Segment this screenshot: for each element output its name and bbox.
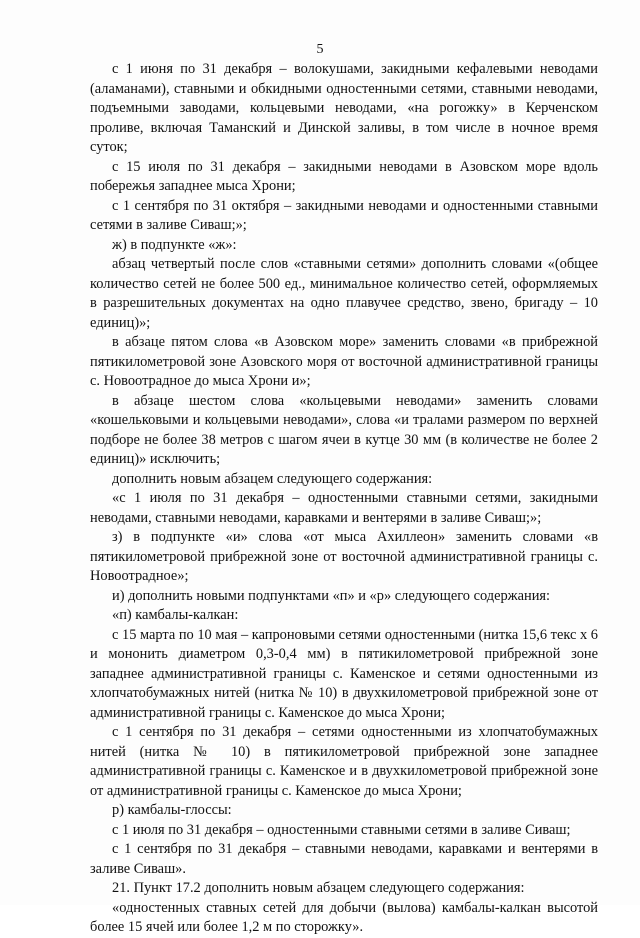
paragraph: с 1 сентября по 31 октября – закидными неводами и одностенными ставными сетями в заливе Сиваш;»;	[90, 197, 598, 233]
subpoint-heading: ж) в подпункте «ж»:	[112, 236, 237, 253]
paragraph: 21. Пункт 17.2 дополнить новым абзацем следующего содержания:	[112, 880, 525, 896]
paragraph: с 15 июля по 31 декабря – закидными неводами в Азовском море вдоль побережья западнее мыса Хрони;	[90, 158, 598, 194]
paragraph: абзац четвертый после слов «ставными сетями» дополнить словами «(общее количество сетей не более 500 ед., минимальное количество сетей, оформляемых в разрешительных документах на одно плавучее средство, звено, бригаду – 10 единиц)»;	[90, 256, 598, 331]
paragraph: с 1 сентября по 31 декабря – сетями одностенными из хлопчатобумажных нитей (нитка № 10) в пятикилометровой прибрежной зоне западнее административной границы с. Каменское и в двухкилометровой прибрежной зоне от административной границы с. Каменское до мыса Хрони;	[90, 724, 598, 799]
paragraph: с 15 марта по 10 мая – капроновыми сетями одностенными (нитка 15,6 текс х 6 и мононить диаметром 0,3-0,4 мм) в пятикилометровой прибрежной зоне западнее административной границы с. Каменское и сетями одностенными из хлопчатобумажных нитей (нитка № 10) в двухкилометровой прибрежной зоне от административной границы с. Каменское до мыса Хрони;	[90, 626, 598, 721]
paragraph: в абзаце шестом слова «кольцевыми неводами» заменить словами «кошельковыми и кольцевыми неводами», слова «и тралами размером по верхней подборе не более 38 метров с шагом ячеи в кутце 30 мм (в количестве не более 2 единиц)» исключить;	[90, 392, 598, 467]
paragraph: в абзаце пятом слова «в Азовском море» заменить словами «в прибрежной пятикилометровой зоне Азовского моря от восточной административной границы с. Новоотрадное до мыса Хрони и»;	[90, 334, 598, 389]
paragraph: с 1 сентября по 31 декабря – ставными неводами, каравками и вентерями в заливе Сиваш».	[90, 841, 598, 877]
subpoint-heading: «п) камбалы-калкан:	[112, 607, 239, 623]
paragraph: и) дополнить новыми подпунктами «п» и «р» следующего содержания:	[112, 587, 551, 604]
paragraph: «одностенных ставных сетей для добычи (вылова) камбалы-калкан высотой более 15 ячей или более 1,2 м по сторожку».	[90, 899, 598, 935]
paragraph: с 1 июля по 31 декабря – одностенными ставными сетями в заливе Сиваш;	[112, 821, 571, 838]
paragraph: с 1 июня по 31 декабря – волокушами, закидными кефалевыми неводами (аламанами), ставными и обкидными одностенными сетями, ставными неводами, подъемными заводами, кольцевыми неводами, «на рогожку» в Керченском проливе, включая Таманский и Динской заливы, в том числе в ночное время суток;	[90, 61, 598, 155]
paragraph: з) в подпункте «и» слова «от мыса Ахиллеон» заменить словами «в пятикилометровой прибрежной зоне от восточной административной границы с. Новоотрадное»;	[90, 529, 598, 584]
subpoint-heading: р) камбалы-глоссы:	[112, 802, 232, 818]
paragraph: дополнить новым абзацем следующего содержания:	[112, 470, 433, 487]
page-number: 5	[316, 42, 324, 57]
document-body	[90, 60, 598, 938]
paragraph: «с 1 июля по 31 декабря – одностенными ставными сетями, закидными неводами, ставными неводами, каравками и вентерями в заливе Сиваш;»;	[90, 490, 598, 526]
